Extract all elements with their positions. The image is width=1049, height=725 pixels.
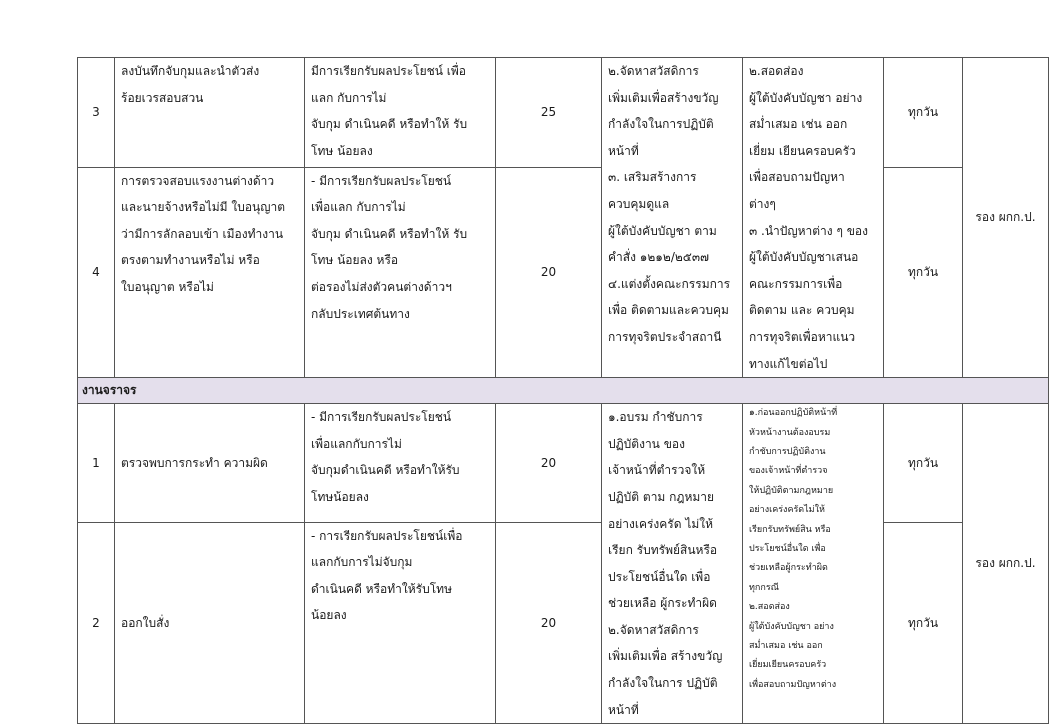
table-row [78,522,1049,724]
table-row [78,58,1049,168]
mitigation-measures: ๑.อบรม กำชับการ ปฏิบัติงาน ของ เจ้าหน้าที่ตำรวจให้ ปฏิบัติ ตาม กฎหมาย อย่างเคร่งครัด ไม่ให้ เรียก รับทรัพย์สินหรือ ประโยชน์อื่นใด เพื่อ ช่วยเหลือ ผู้กระทำผิด ๒.จัดหาสวัสดิการ เพิ่มเติมเพื่อ สร้างขวัญ กำลังใจในการ ปฏิบัติ หน้าที่ [602,404,743,724]
responsible-person: รอง ผกก.ป. [963,404,1049,724]
risk-score: 20 [496,404,602,522]
frequency: ทุกวัน [884,167,963,377]
risk-description: - มีการเรียกรับผลประโยชน์ เพื่อแลกกับการไม่ จับกุมดำเนินคดี หรือทำให้รับ โทษน้อยลง [305,404,496,522]
row-number: 3 [78,58,115,168]
mitigation-measures: ๒.จัดหาสวัสดิการ เพิ่มเติมเพื่อสร้างขวัญ กำลังใจในการปฏิบัติ หน้าที่ ๓. เสริมสร้างการ ควบคุมดูแล ผู้ใต้บังคับบัญชา ตาม คำสั่ง ๑๒๑๒/๒๕๓๗ ๔.แต่งตั้งคณะกรรมการ เพื่อ ติดตามและควบคุม การทุจริตประจำสถานี [602,58,743,378]
risk-score: 20 [496,167,602,377]
frequency: ทุกวัน [884,522,963,724]
risk-score: 25 [496,58,602,168]
risk-description: - การเรียกรับผลประโยชน์เพื่อ แลกกับการไม่จับกุม ดำเนินคดี หรือทำให้รับโทษ น้อยลง [305,522,496,724]
row-number: 4 [78,167,115,377]
frequency: ทุกวัน [884,58,963,168]
risk-description: - มีการเรียกรับผลประโยชน์ เพื่อแลก กับการไม่ จับกุม ดำเนินคดี หรือทำให้ รับ โทษ น้อยลง หรือ ต่อรองไม่ส่งตัวคนต่างด้าวฯ กลับประเทศต้นทาง [305,167,496,377]
table-row [78,404,1049,522]
section-header-row [78,378,1049,404]
process-step: ลงบันทึกจับกุมและนำตัวส่ง ร้อยเวรสอบสวน [115,58,305,168]
responsible-person: รอง ผกก.ป. [963,58,1049,378]
row-number: 2 [78,522,115,724]
process-step: ออกใบสั่ง [115,522,305,724]
row-number: 1 [78,404,115,522]
process-step: การตรวจสอบแรงงานต่างด้าว และนายจ้างหรือไม่มี ใบอนุญาต ว่ามีการลักลอบเข้า เมืองทำงาน ตรงตามทำงานหรือไม่ หรือ ใบอนุญาต หรือไม่ [115,167,305,377]
process-step: ตรวจพบการกระทำ ความผิด [115,404,305,522]
risk-description: มีการเรียกรับผลประโยชน์ เพื่อ แลก กับการไม่ จับกุม ดำเนินคดี หรือทำให้ รับ โทษ น้อยลง [305,58,496,168]
frequency: ทุกวัน [884,404,963,522]
risk-table [77,57,1049,724]
control-activities: ๑.ก่อนออกปฏิบัติหน้าที่ หัวหน้างานต้องอบรม กำชับการปฏิบัติงาน ของเจ้าหน้าที่ตำรวจ ให้ปฏิบัติตามกฎหมาย อย่างเคร่งครัดไม่ให้ เรียกรับทรัพย์สิน หรือ ประโยชน์อื่นใด เพื่อ ช่วยเหลือผู้กระทำผิด ทุกกรณี ๒.สอดส่อง ผู้ใต้บังคับบัญชา อย่าง สม่ำเสมอ เช่น ออก เยี่ยมเยียนครอบครัว เพื่อสอบถามปัญหาต่าง [743,404,884,724]
table-row [78,167,1049,377]
control-activities: ๒.สอดส่อง ผู้ใต้บังคับบัญชา อย่าง สม่ำเสมอ เช่น ออก เยี่ยม เยียนครอบครัว เพื่อสอบถามปัญหา ต่างๆ ๓ .นำปัญหาต่าง ๆ ของ ผู้ใต้บังคับบัญชาเสนอ คณะกรรมการเพื่อ ติดตาม และ ควบคุม การทุจริตเพื่อหาแนว ทางแก้ไขต่อไป [743,58,884,378]
section-title: งานจราจร [78,378,1049,404]
risk-score: 20 [496,522,602,724]
